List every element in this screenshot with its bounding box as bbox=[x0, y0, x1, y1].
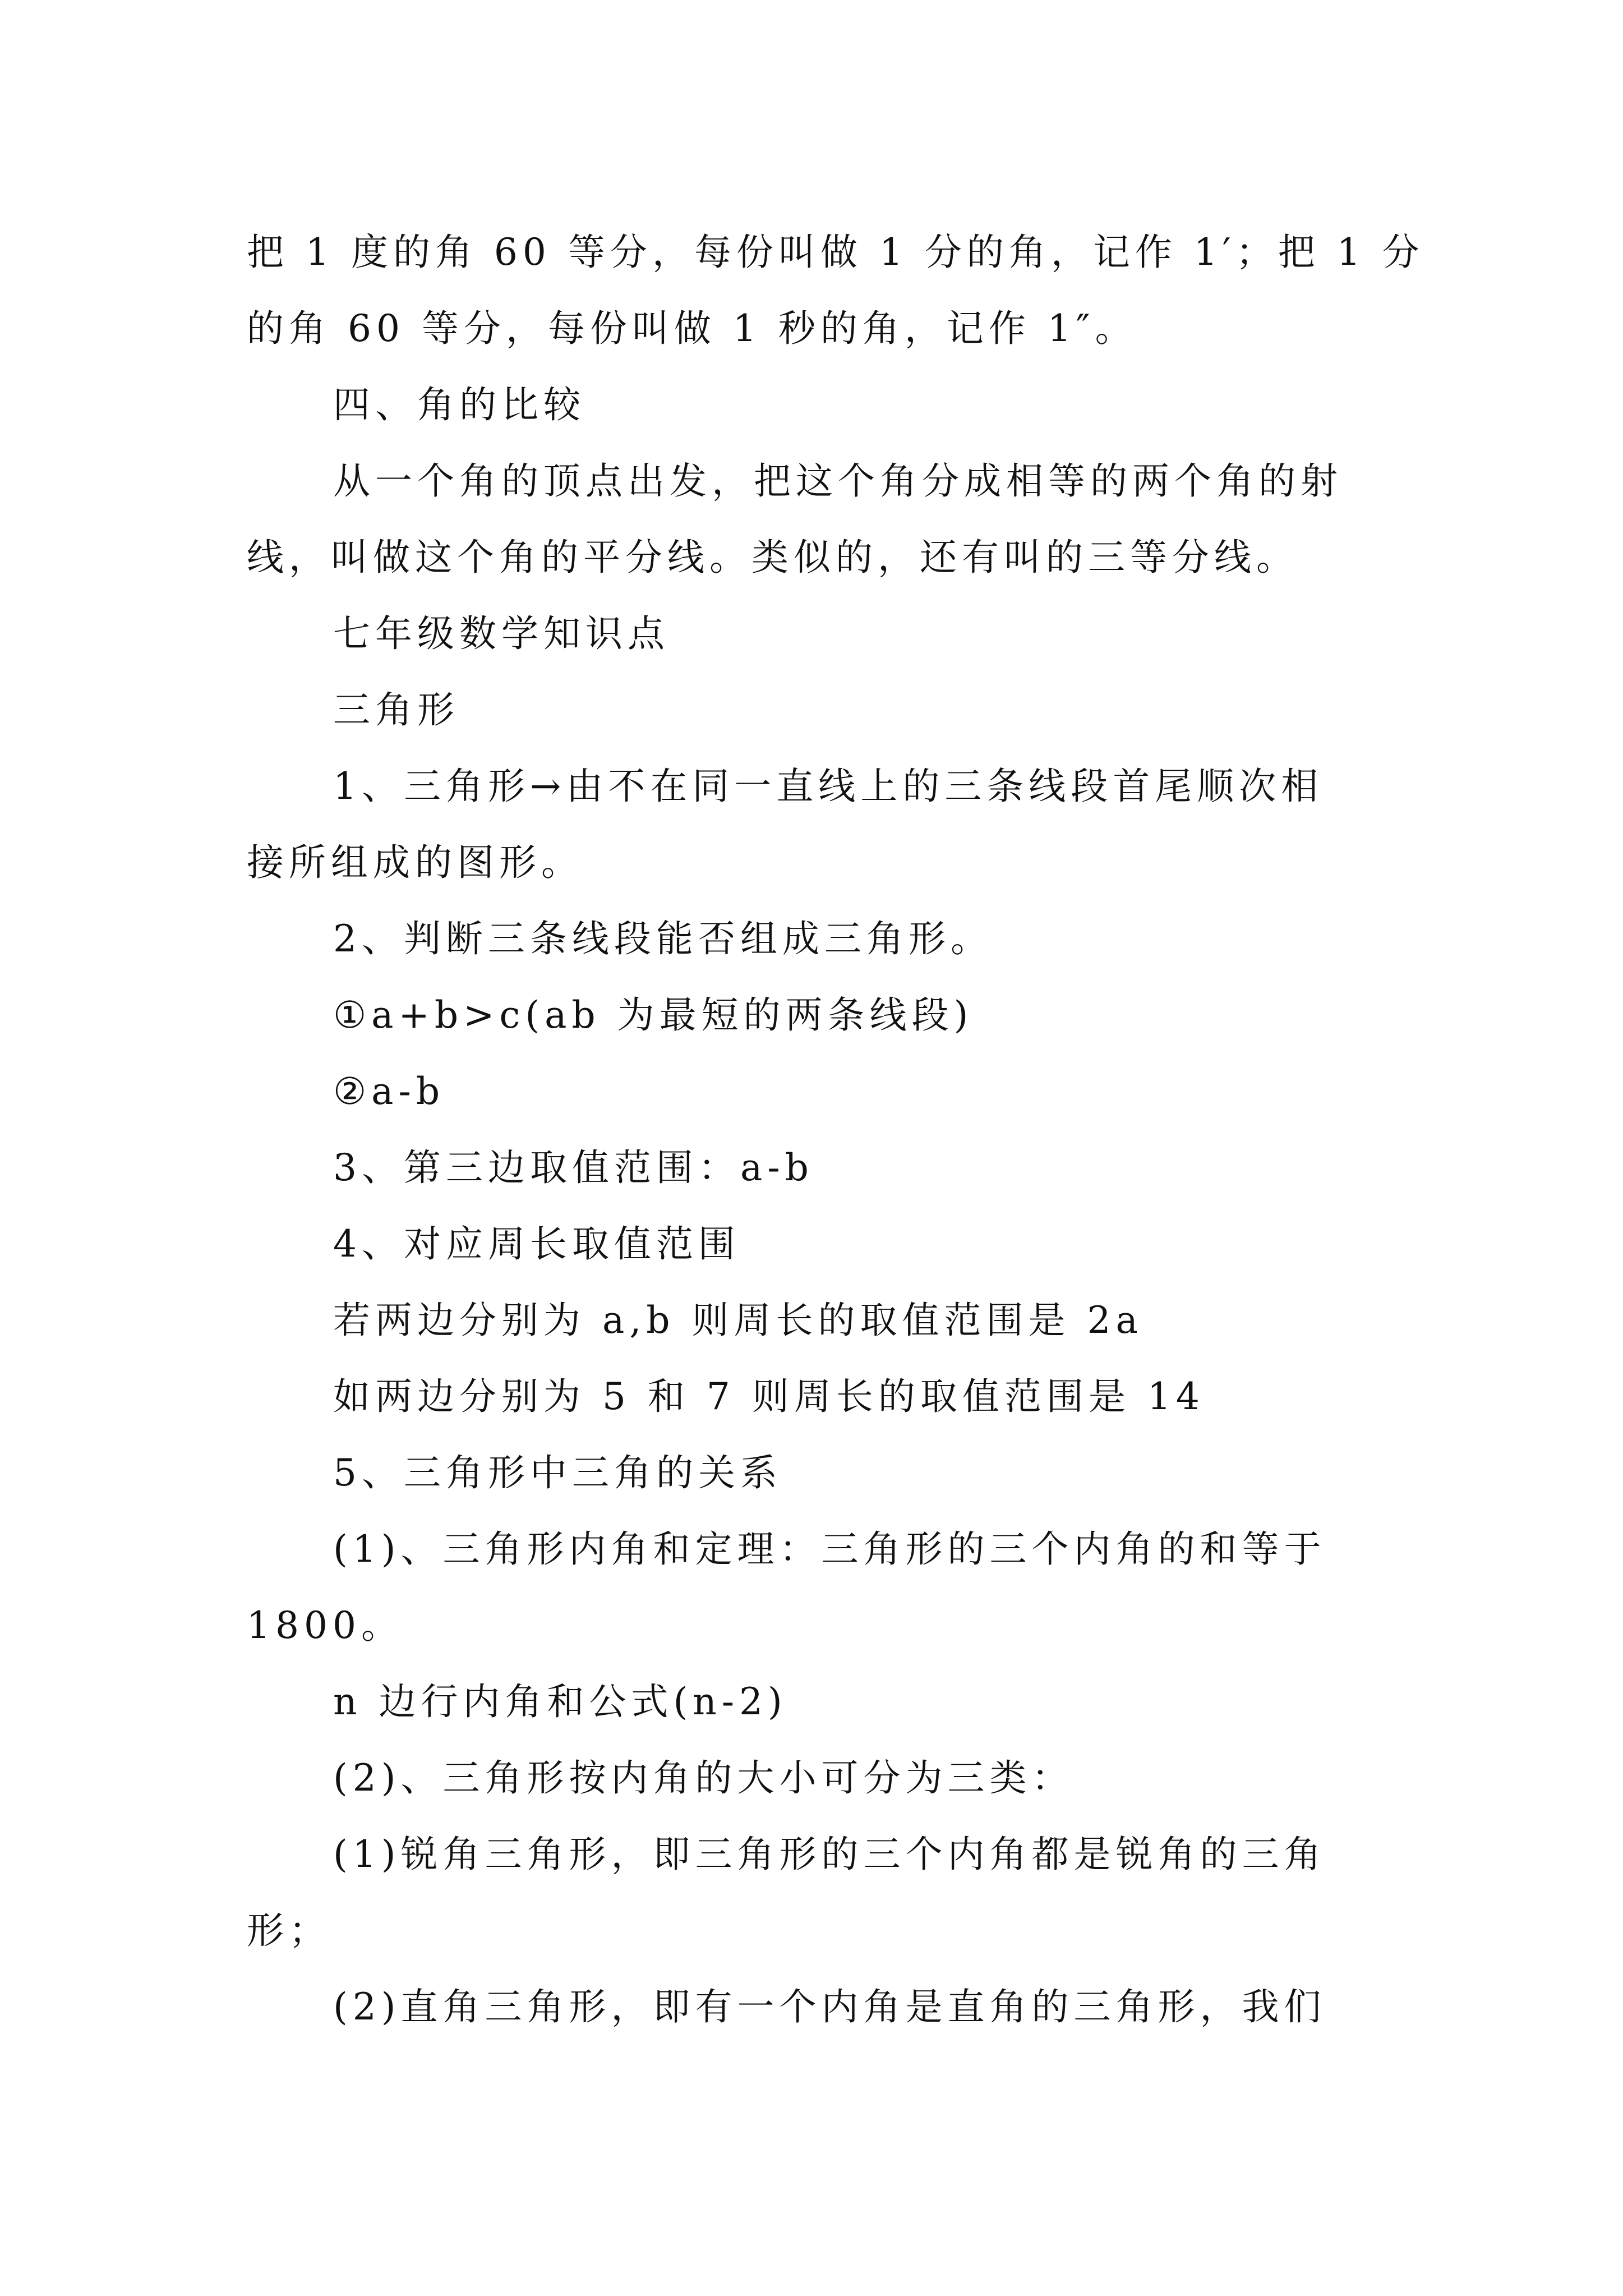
section-heading: 三角形 bbox=[333, 688, 459, 731]
text-line: n 边行内角和公式(n-2) bbox=[333, 1680, 787, 1723]
section-heading: 四、角的比较 bbox=[333, 383, 585, 426]
text-line: 若两边分别为 a,b 则周长的取值范围是 2a bbox=[333, 1299, 1143, 1342]
document-body bbox=[247, 214, 1424, 2045]
text-line: 3、第三边取值范围：a-b bbox=[333, 1146, 814, 1189]
text-line: 5、三角形中三角的关系 bbox=[333, 1451, 782, 1494]
text-line: 如两边分别为 5 和 7 则周长的取值范围是 14 bbox=[333, 1375, 1205, 1418]
text-line: 接所组成的图形。 bbox=[247, 841, 583, 884]
text-line: ①a+b>c(ab 为最短的两条线段) bbox=[333, 993, 974, 1037]
text-line: (2)、三角形按内角的大小可分为三类： bbox=[333, 1756, 1074, 1800]
text-line: 线，叫做这个角的平分线。类似的，还有叫的三等分线。 bbox=[247, 536, 1298, 579]
text-line: 1800。 bbox=[247, 1604, 403, 1647]
text-line: (2)直角三角形，即有一个内角是直角的三角形，我们 bbox=[333, 1985, 1326, 2028]
text-line: 的角 60 等分，每份叫做 1 秒的角，记作 1″。 bbox=[247, 307, 1137, 350]
text-line: 2、判断三条线段能否组成三角形。 bbox=[333, 917, 993, 960]
text-line: 从一个角的顶点出发，把这个角分成相等的两个角的射 bbox=[333, 459, 1343, 503]
text-line: 4、对应周长取值范围 bbox=[333, 1222, 740, 1266]
text-line: 1、三角形→由不在同一直线上的三条线段首尾顺次相 bbox=[333, 765, 1324, 808]
text-line: (1)、三角形内角和定理：三角形的三个内角的和等于 bbox=[333, 1527, 1326, 1571]
section-heading: 七年级数学知识点 bbox=[333, 612, 670, 655]
text-line: 把 1 度的角 60 等分，每份叫做 1 分的角，记作 1′；把 1 分 bbox=[247, 231, 1424, 274]
text-line: (1)锐角三角形，即三角形的三个内角都是锐角的三角 bbox=[333, 1833, 1326, 1876]
text-line: ②a-b bbox=[333, 1070, 445, 1113]
text-line: 形； bbox=[247, 1909, 331, 1952]
